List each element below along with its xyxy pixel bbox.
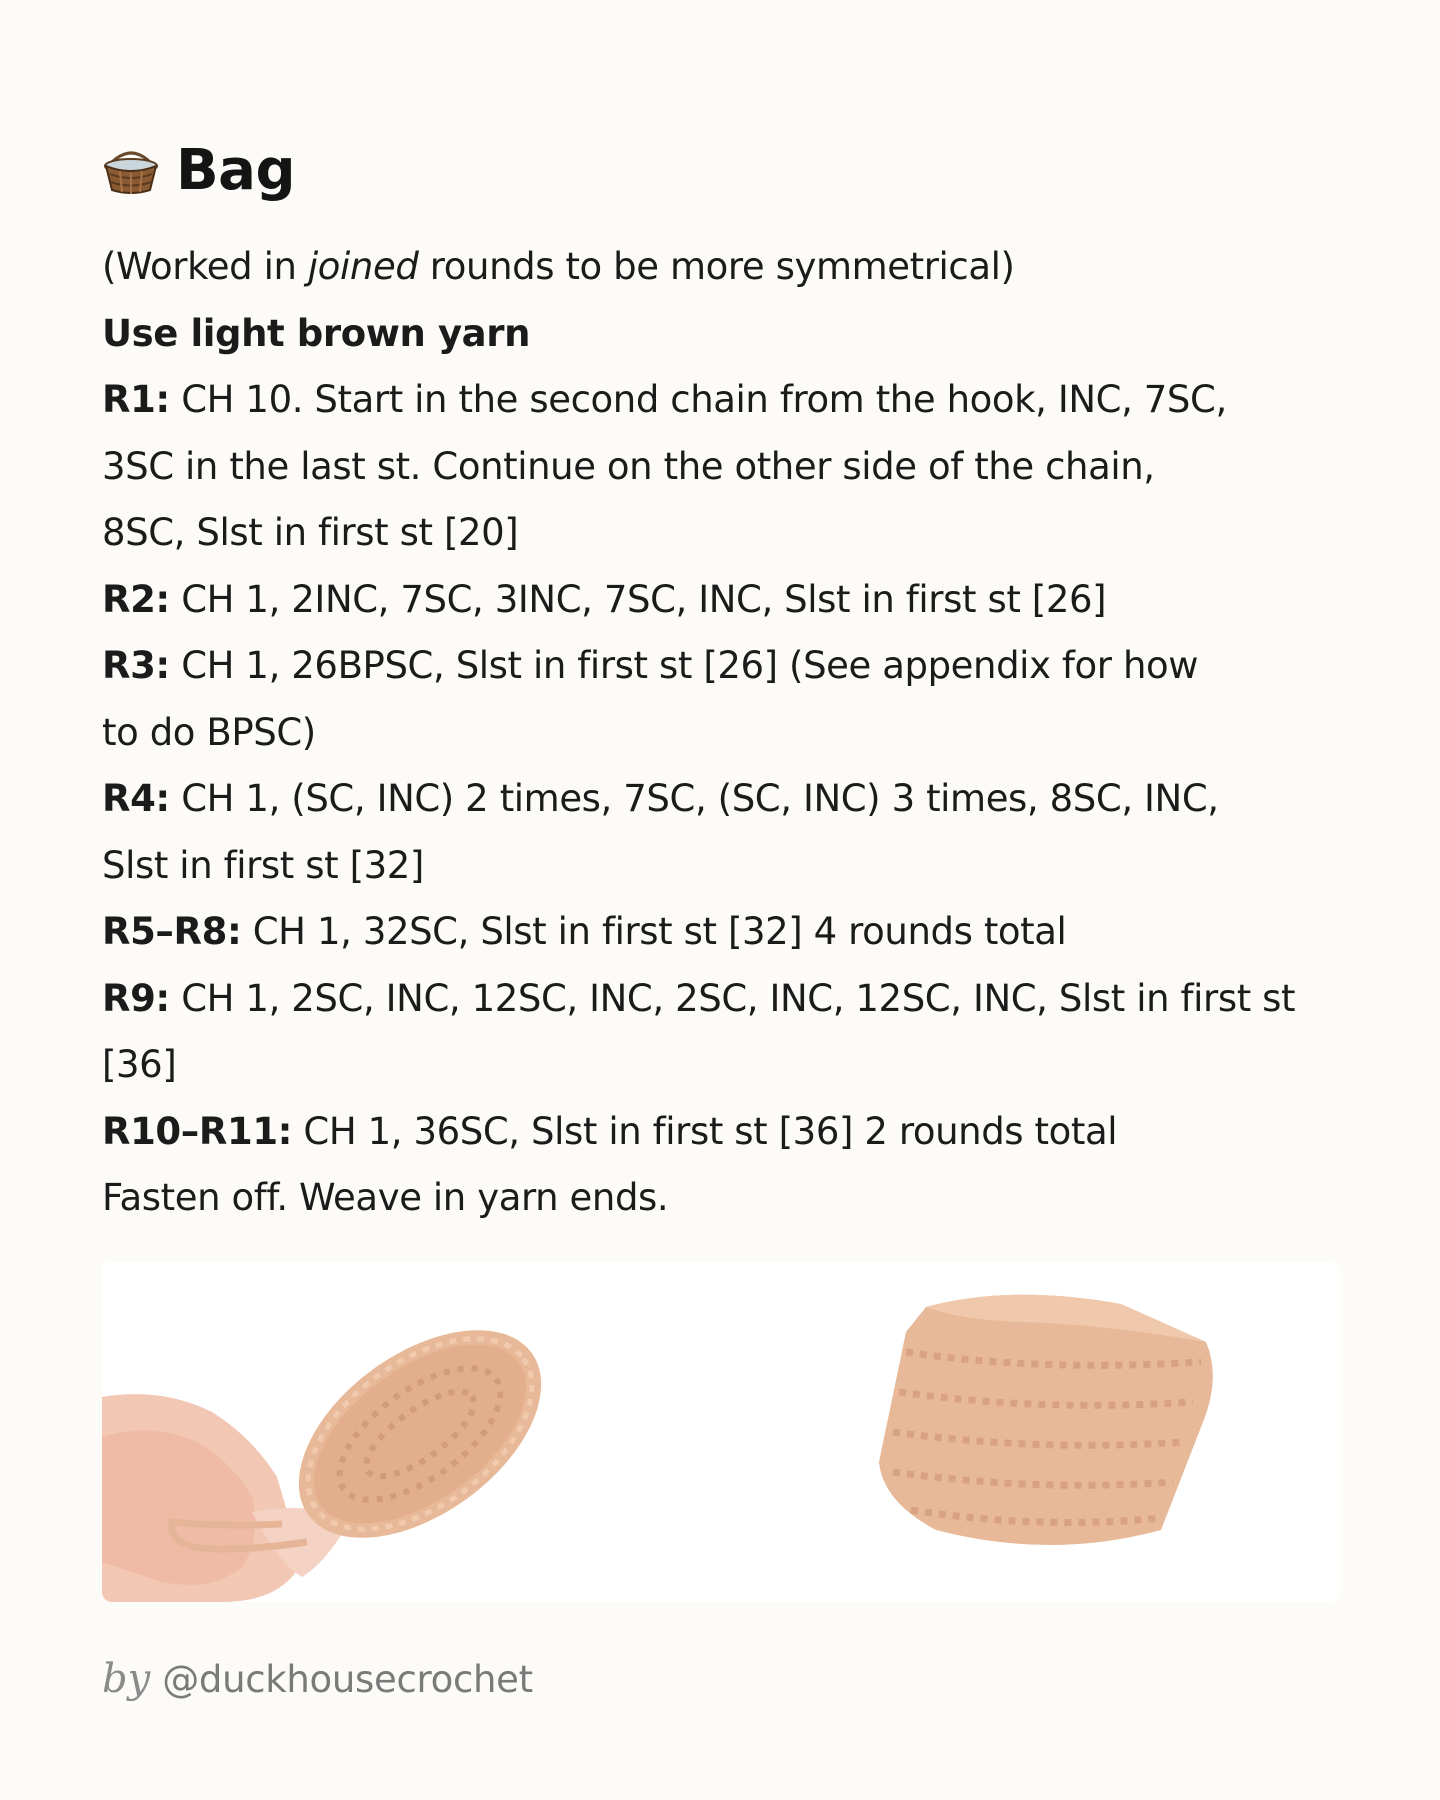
round-label: R5–R8: [102, 910, 242, 953]
round-r1-line-2: 3SC in the last st. Continue on the other side of the chain, [102, 444, 1155, 488]
yarn-note: Use light brown yarn [102, 311, 531, 355]
finish-line: Fasten off. Weave in yarn ends. [102, 1176, 669, 1219]
progress-photos [102, 1262, 1340, 1602]
credit-by: by [102, 1656, 151, 1702]
round-r1-line-1 [102, 367, 1342, 434]
round-text: CH 1, 2INC, 7SC, 3INC, 7SC, INC, Slst in first st [26] [169, 577, 1107, 621]
round-r9-line-1 [102, 966, 1342, 1033]
round-label: R3: [102, 644, 170, 687]
round-label: R10–R11: [102, 1109, 293, 1153]
round-r5-r8-line-1 [102, 899, 1342, 966]
round-r4-line-2: Slst in first st [32] [102, 843, 424, 887]
title-row [102, 130, 295, 210]
intro-close: rounds to be more symmetrical) [418, 245, 1015, 288]
round-r10-r11-line-1 [102, 1099, 1342, 1166]
round-r3-line-2: to do BPSC) [102, 710, 316, 754]
round-text: CH 10. Start in the second chain from the hook, INC, 7SC, [169, 378, 1227, 421]
intro-line [102, 234, 1342, 301]
round-r3-line-1 [102, 633, 1342, 700]
round-label: R1: [102, 378, 170, 421]
round-r4-line-1 [102, 766, 1342, 833]
basket-icon [102, 144, 160, 196]
round-text: CH 1, 32SC, Slst in first st [32] 4 rounds total [241, 910, 1067, 953]
credit-line [102, 1656, 533, 1702]
intro-open: (Worked in [102, 245, 308, 288]
round-text: CH 1, 2SC, INC, 12SC, INC, 2SC, INC, 12SC, INC, Slst in first st [169, 976, 1296, 1020]
round-text: CH 1, 36SC, Slst in first st [36] 2 rounds total [292, 1109, 1118, 1153]
round-r2-line-1 [102, 567, 1342, 634]
pattern-page [102, 0, 1342, 1800]
pattern-instructions [102, 234, 1342, 1232]
round-text: CH 1, (SC, INC) 2 times, 7SC, (SC, INC) 3 times, 8SC, INC, [169, 777, 1219, 820]
round-r1-line-3: 8SC, Slst in first st [20] [102, 511, 519, 554]
round-text: CH 1, 26BPSC, Slst in first st [26] (See appendix for how [169, 644, 1199, 687]
round-label: R9: [102, 976, 170, 1020]
round-r9-line-2: [36] [102, 1043, 177, 1086]
credit-handle: @duckhousecrochet [162, 1658, 533, 1701]
photo-bag-finished [721, 1262, 1340, 1602]
page-title: Bag [176, 137, 296, 203]
round-label: R2: [102, 577, 170, 621]
intro-emphasis: joined [307, 245, 419, 288]
round-label: R4: [102, 777, 170, 820]
photo-bag-base [102, 1262, 721, 1602]
